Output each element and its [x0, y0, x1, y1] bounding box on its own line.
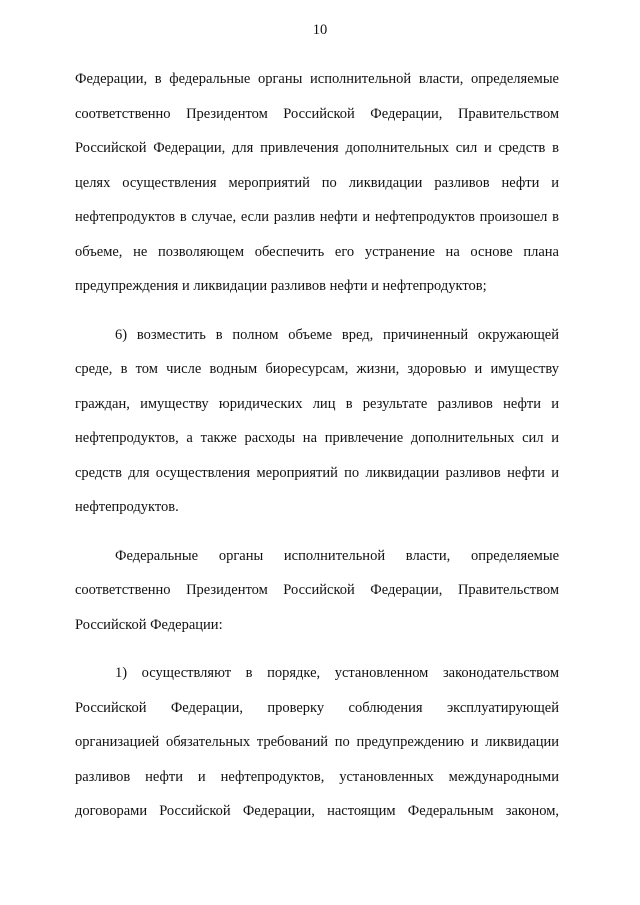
text-line: соответственно Президентом Российской Федерации, Правительством: [75, 105, 559, 122]
text-line: разливов нефти и нефтепродуктов, установленных международными: [75, 768, 559, 785]
text-line: среде, в том числе водным биоресурсам, жизни, здоровью и имуществу: [75, 361, 559, 377]
text-line: предупреждения и ликвидации разливов нефти и нефтепродуктов;: [75, 278, 487, 294]
text-line: организацией обязательных требований по предупреждению и ликвидации: [75, 734, 559, 750]
text-line: целях осуществления мероприятий по ликвидации разливов нефти и: [75, 174, 559, 191]
text-line: соответственно Президентом Российской Федерации, Правительством: [75, 582, 559, 598]
paragraph-federal-bodies: [75, 539, 559, 643]
text-line: 1) осуществляют в порядке, установленном законодательством: [115, 665, 559, 681]
text-line: 6) возместить в полном объеме вред, причиненный окружающей: [115, 326, 559, 343]
text-line: нефтепродуктов.: [75, 499, 179, 515]
text-line: объеме, не позволяющем обеспечить его устранение на основе плана: [75, 243, 559, 260]
paragraph-item-1: [75, 656, 559, 829]
paragraph-continuation: [75, 62, 559, 304]
text-line: средств для осуществления мероприятий по ликвидации разливов нефти и: [75, 464, 559, 481]
text-line: граждан, имуществу юридических лиц в результате разливов нефти и: [75, 395, 559, 412]
text-line: Российской Федерации, проверку соблюдения эксплуатирующей: [75, 699, 559, 716]
paragraph-item-6: [75, 318, 559, 525]
text-line: договорами Российской Федерации, настоящим Федеральным законом,: [75, 803, 559, 819]
page-number: 10: [312, 22, 328, 38]
text-line: нефтепродуктов, а также расходы на привлечение дополнительных сил и: [75, 430, 559, 446]
text-line: Российской Федерации:: [75, 616, 223, 633]
document-body: [75, 62, 559, 829]
text-line: Федерации, в федеральные органы исполнительной власти, определяемые: [75, 71, 559, 87]
text-line: нефтепродуктов в случае, если разлив нефти и нефтепродуктов произошел в: [75, 209, 559, 225]
text-line: Российской Федерации, для привлечения дополнительных сил и средств в: [75, 140, 559, 156]
text-line: Федеральные органы исполнительной власти, определяемые: [115, 547, 559, 564]
